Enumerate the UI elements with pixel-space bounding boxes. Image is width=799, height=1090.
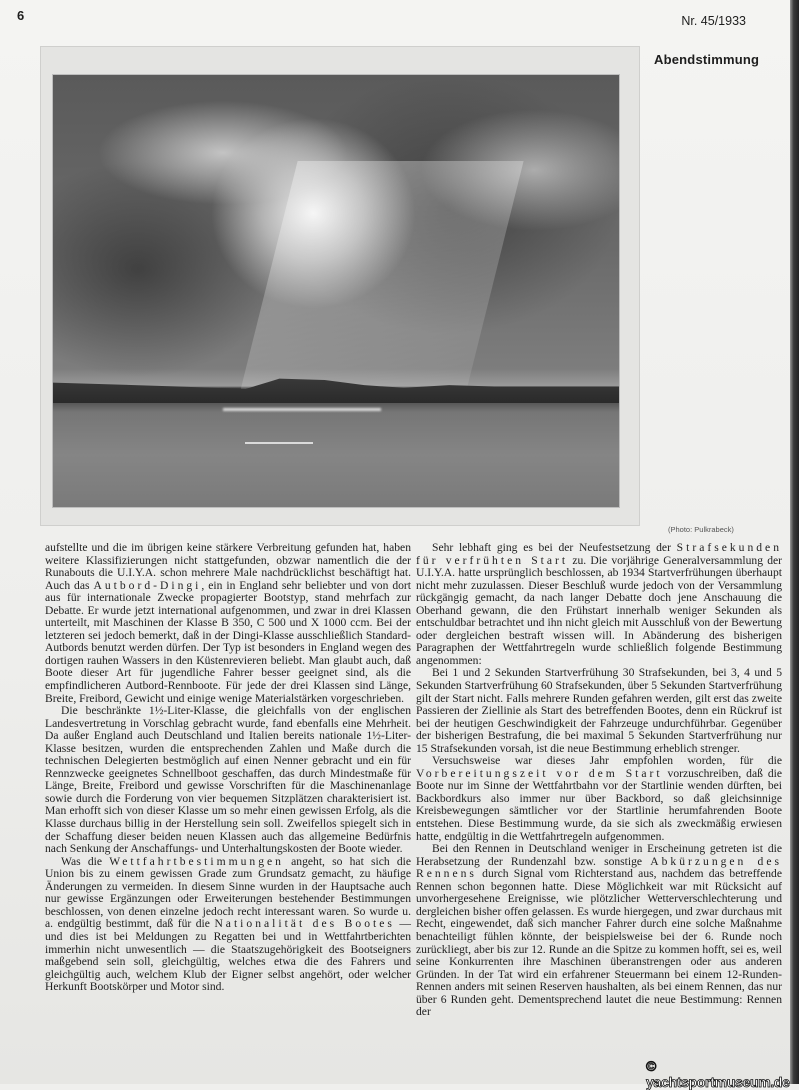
right-column [416, 542, 782, 1019]
paragraph: Bei 1 und 2 Sekunden Startverfrühung 30 Strafsekunden, bei 3, 4 und 5 Sekunden Startverfrühung 60 Strafsekunden, über 5 Sekunden Startverfrühung gilt der Start nicht. Falls mehrere Runden gefahren werden, gilt erst das zweite Passieren der Ziellinie als Start des betreffenden Bootes, denn ein Rückruf ist bei der heutigen Geschwindigkeit der Fahrzeuge undurchführbar. Gegenüber der bisherigen Bestrafung, die bei maximal 5 Sekunden Startverfrühung nur 15 Strafsekunden vorsah, ist die neue Bestimmung erheblich strenger. [416, 666, 782, 755]
sun-rays [238, 161, 524, 399]
paragraph: aufstellte und die im übrigen keine stärkere Verbreitung gefunden hat, haben weitere Klassifizierungen nicht stattgefunden, obzwar namentlich die der Runabouts die U.I.Y.A. schon mehrere Male nachdrücklichst beschäftigt hat. Auch das Autbord-Dingi, ein in England sehr beliebter und von dort aus für internationale Zwecke propagierter Bootstyp, stand mehrfach zur Debatte. Er wurde jetzt international aufgenommen, und zwar in drei Klassen unterteilt, mit Maschinen der Klasse B 350, C 500 und X 1000 ccm. Bei der letzteren sei jedoch bemerkt, daß in der Dingi-Klasse ausschließlich Standard-Autbords benutzt werden dürfen. Der Typ ist besonders in England wegen des dortigen rauhen Wassers in den Küstenrevieren beliebt. Man glaubt auch, daß Boote dieser Art für jugendliche Fahrer besser geeignet sind, als die empfindlicheren Autbord-Rennboote. Für jede der drei Klassen sind Länge, Breite, Freibord, Gewicht und einige wenige Materialstärken vorgeschrieben. [45, 541, 411, 705]
page-number: 6 [17, 8, 25, 23]
paragraph: Sehr lebhaft ging es bei der Neufestsetzung der Strafsekunden für verfrühten Start zu. Die vorjährige Generalversammlung der U.I.Y.A. hatte ursprünglich beschlossen, ab 1934 Startverfrühungen überhaupt nicht mehr zuzulassen. Dieser Beschluß wurde jedoch von der Versammlung rückgängig gemacht, da nach langer Debatte doch jene Anschauung die Oberhand gewann, die den Frühstart innerhalb weniger Sekunden als entschuldbar betrachtet und ihn nicht gleich mit Ausschluß von der Bewertung oder dergleichen bestraft wissen will. In Abänderung des bisherigen Paragraphen der Wettfahrtregeln wurde schließlich folgende Bestimmung angenommen: [416, 541, 783, 667]
photo-title: Abendstimmung [654, 52, 760, 67]
water-glint [245, 442, 313, 444]
evening-mood-photo [52, 74, 620, 508]
page-binding-edge [790, 0, 799, 1084]
paragraph: Die beschränkte 1½-Liter-Klasse, die gleichfalls von der englischen Landesvertretung in Vorschlag gebracht wurde, fand ebenfalls eine Mehrheit. Da außer England auch Deutschland und Italien bereits nationale 1½-Liter-Klasse besitzen, wurden die entsprechenden Zahlen und Maße durch die technischen Delegierten bestmöglich auf einen Nenner gebracht und ein für Rennzwecke geeignetes Schnellboot geschaffen, das durch Mindestmaße für Länge, Breite, Freibord und gewisse Vorschriften für die Maschinenanlage sowie durch die Forderung von vier bequemen Sitzplätzen charakterisiert ist. Man erhofft sich von dieser Klasse um so mehr einen gewissen Erfolg, als die Klasse durchaus billig in der Herstellung sein soll. Zweifellos spiegelt sich in der Schaffung dieser beiden neuen Klassen auch das allgemeine Bedürfnis nach Senkung der Anschaffungs- und Unterhaltungskosten der Boote wieder. [45, 704, 411, 856]
paragraph: Versuchsweise war dieses Jahr empfohlen worden, für die Vorbereitungszeit vor dem Start vorzuschreiben, daß die Boote nur im Sinne der Wettfahrtbahn vor der Startlinie wenden dürften, bei Backbordkurs also immer nur über Backbord, so daß gleichsinnige Kreisbewegungen sämtlicher vor der Startlinie herumfahrenden Boote entstehen. Diese Bestimmung wurde, da sie sich als zweckmäßig erwiesen hatte, endgültig in die Wettfahrtregeln aufgenommen. [416, 754, 782, 843]
paragraph: Was die Wettfahrtbestimmungen angeht, so hat sich die Union bis zu einem gewissen Grade zum Grundsatz gemacht, zu häufige Änderungen zu vermeiden. In diesem Sinne wurden in der Hauptsache auch nur gewisse Ergänzungen oder Erweiterungen bestehender Bestimmungen beschlossen, von denen einzelne jedoch recht interessant waren. So wurde u. a. endgültig bestimmt, daß für die Nationalität des Bootes — und dies ist bei Meldungen zu Regatten bei und in Wettfahrtberichten immerhin nicht unwesentlich — die Staatszugehörigkeit des Bootseigners maßgebend sein soll, gleichgültig, welches etwa die des Fahrers und gleichgültig auch, welchem Klub der Eigner selbst angehört, oder welcher Herkunft Bootskörper und Motor sind. [45, 854, 411, 994]
water-reflection [223, 408, 381, 411]
paragraph: Bei den Rennen in Deutschland weniger in Erscheinung getreten ist die Herabsetzung der Rundenzahl bzw. sonstige Abkürzungen des Rennens durch Signal vom Richterstand aus, nachdem das betreffende Rennen schon begonnen hatte. Diese Möglichkeit war mit Rücksicht auf unvorhergesehene Ereignisse, wie plötzlicher Wetterverschlechterung und dergleichen bisher offen gelassen. Es wurde hiergegen, und zwar durchaus mit Recht, eingewendet, daß sich mancher Fahrer durch eine solche Maßnahme benachteiligt fühlen könnte, der beispielsweise bei der 6. Runde noch zurückliegt, aber bis zur 12. Runde an die Spitze zu kommen hofft, sei es, weil seine Konkurrenten ihre Maschinen überanstrengen oder aus anderen Gründen. In der Tat wird ein erfahrener Steuermann bei einem 12-Runden-Rennen anders mit seinen Reserven haushalten, als bei einem Rennen, das nur über 6 Runden geht. Dementsprechend lautet die neue Bestimmung: Rennen der [416, 842, 782, 1019]
photo-credit: (Photo: Pulkrabeck) [668, 525, 734, 534]
issue-number: Nr. 45/1933 [681, 14, 746, 28]
copyright-watermark: © yachtsportmuseum.de [646, 1058, 790, 1090]
left-column [45, 542, 411, 994]
